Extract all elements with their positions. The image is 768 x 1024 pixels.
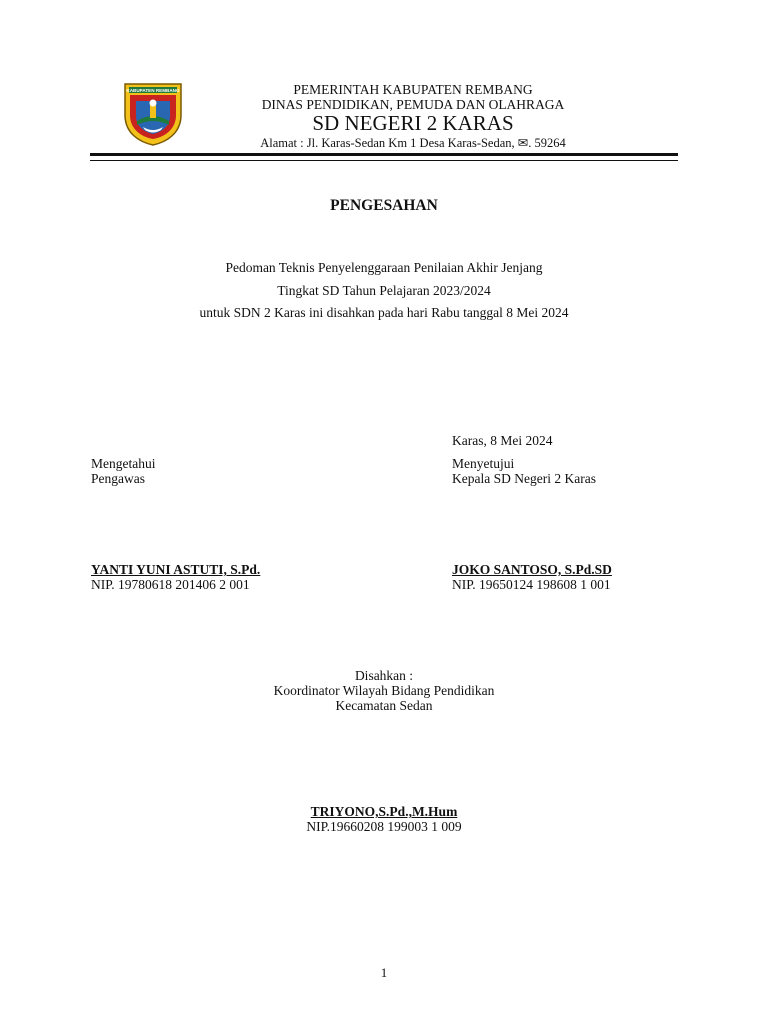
body-line-3: untuk SDN 2 Karas ini disahkan pada hari Rabu tanggal 8 Mei 2024: [199, 305, 569, 320]
header-school-name: SD NEGERI 2 KARAS: [312, 111, 514, 135]
right-signer-nip: NIP. 19650124 198608 1 001: [452, 577, 611, 592]
page-number: 1: [380, 965, 388, 980]
logo-text: KABUPATEN REMBANG: [126, 88, 180, 93]
body-line-1: Pedoman Teknis Penyelenggaraan Penilaian Akhir Jenjang: [225, 260, 543, 275]
header-department: DINAS PENDIDIKAN, PEMUDA DAN OLAHRAGA: [261, 97, 565, 112]
left-signer-name: YANTI YUNI ASTUTI, S.Pd.: [91, 562, 261, 577]
right-signer-label2: Kepala SD Negeri 2 Karas: [452, 471, 596, 486]
right-signer-name: JOKO SANTOSO, S.Pd.SD: [452, 562, 612, 577]
left-signer-label2: Pengawas: [91, 471, 145, 486]
document-title: PENGESAHAN: [330, 197, 438, 214]
place-date: Karas, 8 Mei 2024: [452, 433, 553, 448]
bottom-signer-label1: Disahkan :: [354, 668, 414, 683]
right-signer-label1: Menyetujui: [452, 456, 515, 471]
regency-logo: [121, 81, 185, 147]
header-divider-thin: [90, 160, 678, 161]
bottom-signer-name: TRIYONO,S.Pd.,M.Hum: [310, 804, 458, 819]
header-government: PEMERINTAH KABUPATEN REMBANG: [293, 82, 533, 97]
body-line-2: Tingkat SD Tahun Pelajaran 2023/2024: [277, 283, 491, 298]
bottom-signer-label2: Koordinator Wilayah Bidang Pendidikan: [273, 683, 495, 698]
left-signer-label1: Mengetahui: [91, 456, 156, 471]
left-signer-nip: NIP. 19780618 201406 2 001: [91, 577, 250, 592]
bottom-signer-nip: NIP.19660208 199003 1 009: [306, 819, 462, 834]
header-address: Alamat : Jl. Karas-Sedan Km 1 Desa Karas-Sedan, ✉. 59264: [260, 136, 566, 150]
header-divider-thick: [90, 153, 678, 156]
bottom-signer-name-wrap: [90, 804, 678, 820]
bottom-signer-label3: Kecamatan Sedan: [335, 698, 433, 713]
